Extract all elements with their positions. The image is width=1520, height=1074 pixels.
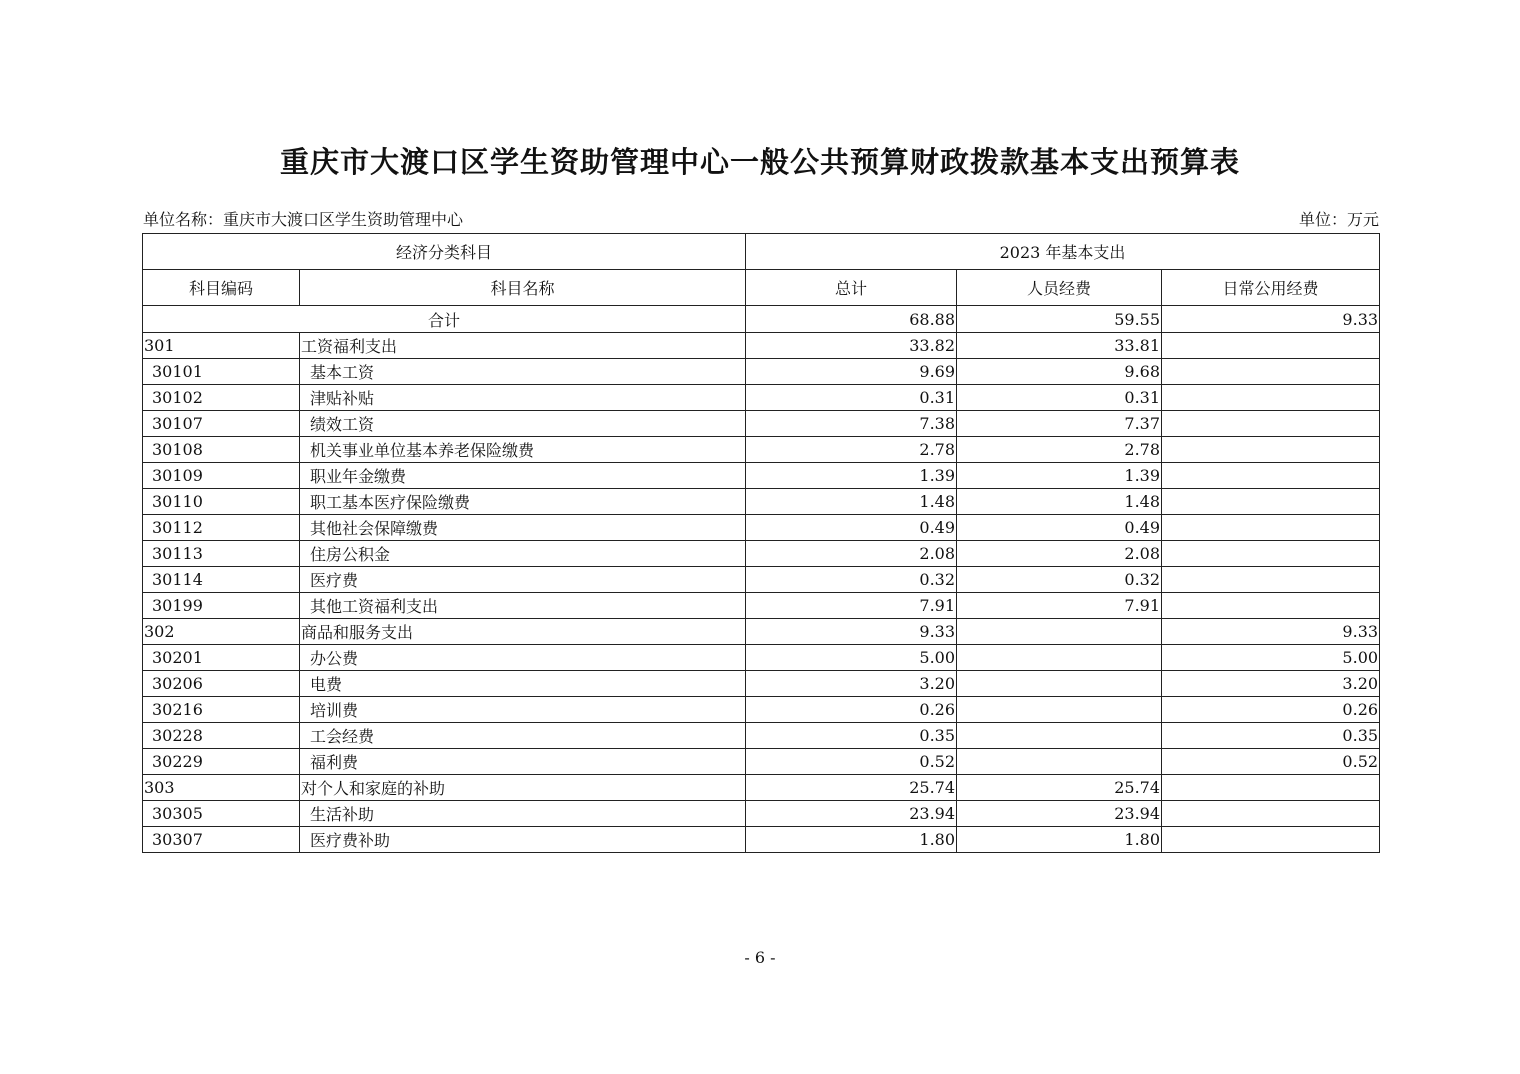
row-personnel: 0.31 — [957, 385, 1162, 411]
row-name: 培训费 — [300, 697, 746, 723]
row-personnel: 9.68 — [957, 359, 1162, 385]
row-code: 302 — [143, 619, 300, 645]
row-total: 0.52 — [746, 749, 957, 775]
row-code: 30229 — [143, 749, 300, 775]
row-public — [1162, 593, 1380, 619]
row-personnel: 1.39 — [957, 463, 1162, 489]
row-code: 30228 — [143, 723, 300, 749]
row-total: 23.94 — [746, 801, 957, 827]
unit-name: 单位名称：重庆市大渡口区学生资助管理中心 — [143, 210, 464, 229]
row-total: 0.31 — [746, 385, 957, 411]
row-total: 33.82 — [746, 333, 957, 359]
header-public: 日常公用经费 — [1162, 270, 1380, 306]
row-public — [1162, 411, 1380, 437]
row-personnel — [957, 645, 1162, 671]
unit-label: 单位：万元 — [1298, 210, 1379, 229]
row-name: 电费 — [300, 671, 746, 697]
row-personnel: 0.32 — [957, 567, 1162, 593]
row-total: 0.26 — [746, 697, 957, 723]
table-row — [143, 567, 1380, 593]
row-name: 生活补助 — [300, 801, 746, 827]
row-public — [1162, 541, 1380, 567]
table-row — [143, 723, 1380, 749]
row-total: 7.91 — [746, 593, 957, 619]
table-row — [143, 333, 1380, 359]
table-row — [143, 489, 1380, 515]
header-row-columns — [143, 270, 1380, 306]
table-row — [143, 593, 1380, 619]
row-total: 1.39 — [746, 463, 957, 489]
row-name: 职工基本医疗保险缴费 — [300, 489, 746, 515]
row-code: 30206 — [143, 671, 300, 697]
row-total: 9.69 — [746, 359, 957, 385]
row-personnel: 7.91 — [957, 593, 1162, 619]
row-public: 0.26 — [1162, 697, 1380, 723]
row-total: 0.32 — [746, 567, 957, 593]
row-personnel: 1.48 — [957, 489, 1162, 515]
row-name: 商品和服务支出 — [300, 619, 746, 645]
row-public — [1162, 385, 1380, 411]
row-total: 7.38 — [746, 411, 957, 437]
row-public — [1162, 359, 1380, 385]
row-code: 30107 — [143, 411, 300, 437]
row-total: 0.49 — [746, 515, 957, 541]
row-public — [1162, 775, 1380, 801]
header-economic-classification: 经济分类科目 — [143, 234, 746, 270]
row-name: 津贴补贴 — [300, 385, 746, 411]
header-row-group — [143, 234, 1380, 270]
row-code: 30201 — [143, 645, 300, 671]
row-name: 医疗费补助 — [300, 827, 746, 853]
row-personnel: 7.37 — [957, 411, 1162, 437]
row-code: 30101 — [143, 359, 300, 385]
meta-line — [143, 208, 1379, 232]
row-code: 301 — [143, 333, 300, 359]
total-personnel: 59.55 — [957, 306, 1162, 333]
table-row — [143, 541, 1380, 567]
row-public — [1162, 437, 1380, 463]
row-code: 30108 — [143, 437, 300, 463]
row-public: 0.52 — [1162, 749, 1380, 775]
total-label: 合计 — [143, 306, 746, 333]
row-public: 5.00 — [1162, 645, 1380, 671]
row-public — [1162, 801, 1380, 827]
row-code: 30110 — [143, 489, 300, 515]
table-row — [143, 645, 1380, 671]
row-personnel — [957, 619, 1162, 645]
table-row — [143, 411, 1380, 437]
row-name: 对个人和家庭的补助 — [300, 775, 746, 801]
table-row — [143, 619, 1380, 645]
total-public: 9.33 — [1162, 306, 1380, 333]
row-public — [1162, 489, 1380, 515]
row-total: 5.00 — [746, 645, 957, 671]
header-name: 科目名称 — [300, 270, 746, 306]
total-row — [143, 306, 1380, 333]
row-name: 医疗费 — [300, 567, 746, 593]
row-name: 工资福利支出 — [300, 333, 746, 359]
budget-table — [142, 233, 1380, 853]
row-total: 2.78 — [746, 437, 957, 463]
row-personnel: 2.08 — [957, 541, 1162, 567]
row-name: 办公费 — [300, 645, 746, 671]
row-name: 工会经费 — [300, 723, 746, 749]
row-personnel — [957, 749, 1162, 775]
row-public — [1162, 567, 1380, 593]
row-name: 绩效工资 — [300, 411, 746, 437]
row-personnel: 2.78 — [957, 437, 1162, 463]
header-personnel: 人员经费 — [957, 270, 1162, 306]
row-total: 1.80 — [746, 827, 957, 853]
row-personnel: 23.94 — [957, 801, 1162, 827]
row-total: 1.48 — [746, 489, 957, 515]
table-row — [143, 827, 1380, 853]
table-row — [143, 385, 1380, 411]
row-name: 福利费 — [300, 749, 746, 775]
row-personnel: 25.74 — [957, 775, 1162, 801]
total-total: 68.88 — [746, 306, 957, 333]
table-row — [143, 359, 1380, 385]
table-row — [143, 775, 1380, 801]
table-row — [143, 671, 1380, 697]
row-name: 职业年金缴费 — [300, 463, 746, 489]
row-code: 303 — [143, 775, 300, 801]
row-public: 0.35 — [1162, 723, 1380, 749]
row-code: 30102 — [143, 385, 300, 411]
row-total: 0.35 — [746, 723, 957, 749]
row-code: 30113 — [143, 541, 300, 567]
table-row — [143, 697, 1380, 723]
page-number: - 6 - — [744, 948, 776, 967]
table-row — [143, 801, 1380, 827]
row-personnel: 1.80 — [957, 827, 1162, 853]
row-personnel — [957, 671, 1162, 697]
row-public — [1162, 463, 1380, 489]
table-row — [143, 437, 1380, 463]
row-code: 30112 — [143, 515, 300, 541]
row-personnel — [957, 723, 1162, 749]
row-public — [1162, 333, 1380, 359]
row-code: 30307 — [143, 827, 300, 853]
row-total: 3.20 — [746, 671, 957, 697]
row-personnel: 33.81 — [957, 333, 1162, 359]
row-personnel: 0.49 — [957, 515, 1162, 541]
row-total: 9.33 — [746, 619, 957, 645]
row-name: 基本工资 — [300, 359, 746, 385]
table-row — [143, 749, 1380, 775]
page-title: 重庆市大渡口区学生资助管理中心一般公共预算财政拨款基本支出预算表 — [279, 145, 1240, 179]
row-code: 30216 — [143, 697, 300, 723]
row-code: 30114 — [143, 567, 300, 593]
row-name: 住房公积金 — [300, 541, 746, 567]
header-total: 总计 — [746, 270, 957, 306]
row-code: 30109 — [143, 463, 300, 489]
row-total: 2.08 — [746, 541, 957, 567]
table-row — [143, 515, 1380, 541]
row-public — [1162, 827, 1380, 853]
row-public: 9.33 — [1162, 619, 1380, 645]
header-code: 科目编码 — [143, 270, 300, 306]
row-name: 其他工资福利支出 — [300, 593, 746, 619]
row-personnel — [957, 697, 1162, 723]
row-code: 30199 — [143, 593, 300, 619]
row-total: 25.74 — [746, 775, 957, 801]
header-basic-expenditure-2023: 2023 年基本支出 — [746, 234, 1380, 270]
row-public — [1162, 515, 1380, 541]
row-public: 3.20 — [1162, 671, 1380, 697]
row-name: 机关事业单位基本养老保险缴费 — [300, 437, 746, 463]
table-row — [143, 463, 1380, 489]
row-name: 其他社会保障缴费 — [300, 515, 746, 541]
row-code: 30305 — [143, 801, 300, 827]
